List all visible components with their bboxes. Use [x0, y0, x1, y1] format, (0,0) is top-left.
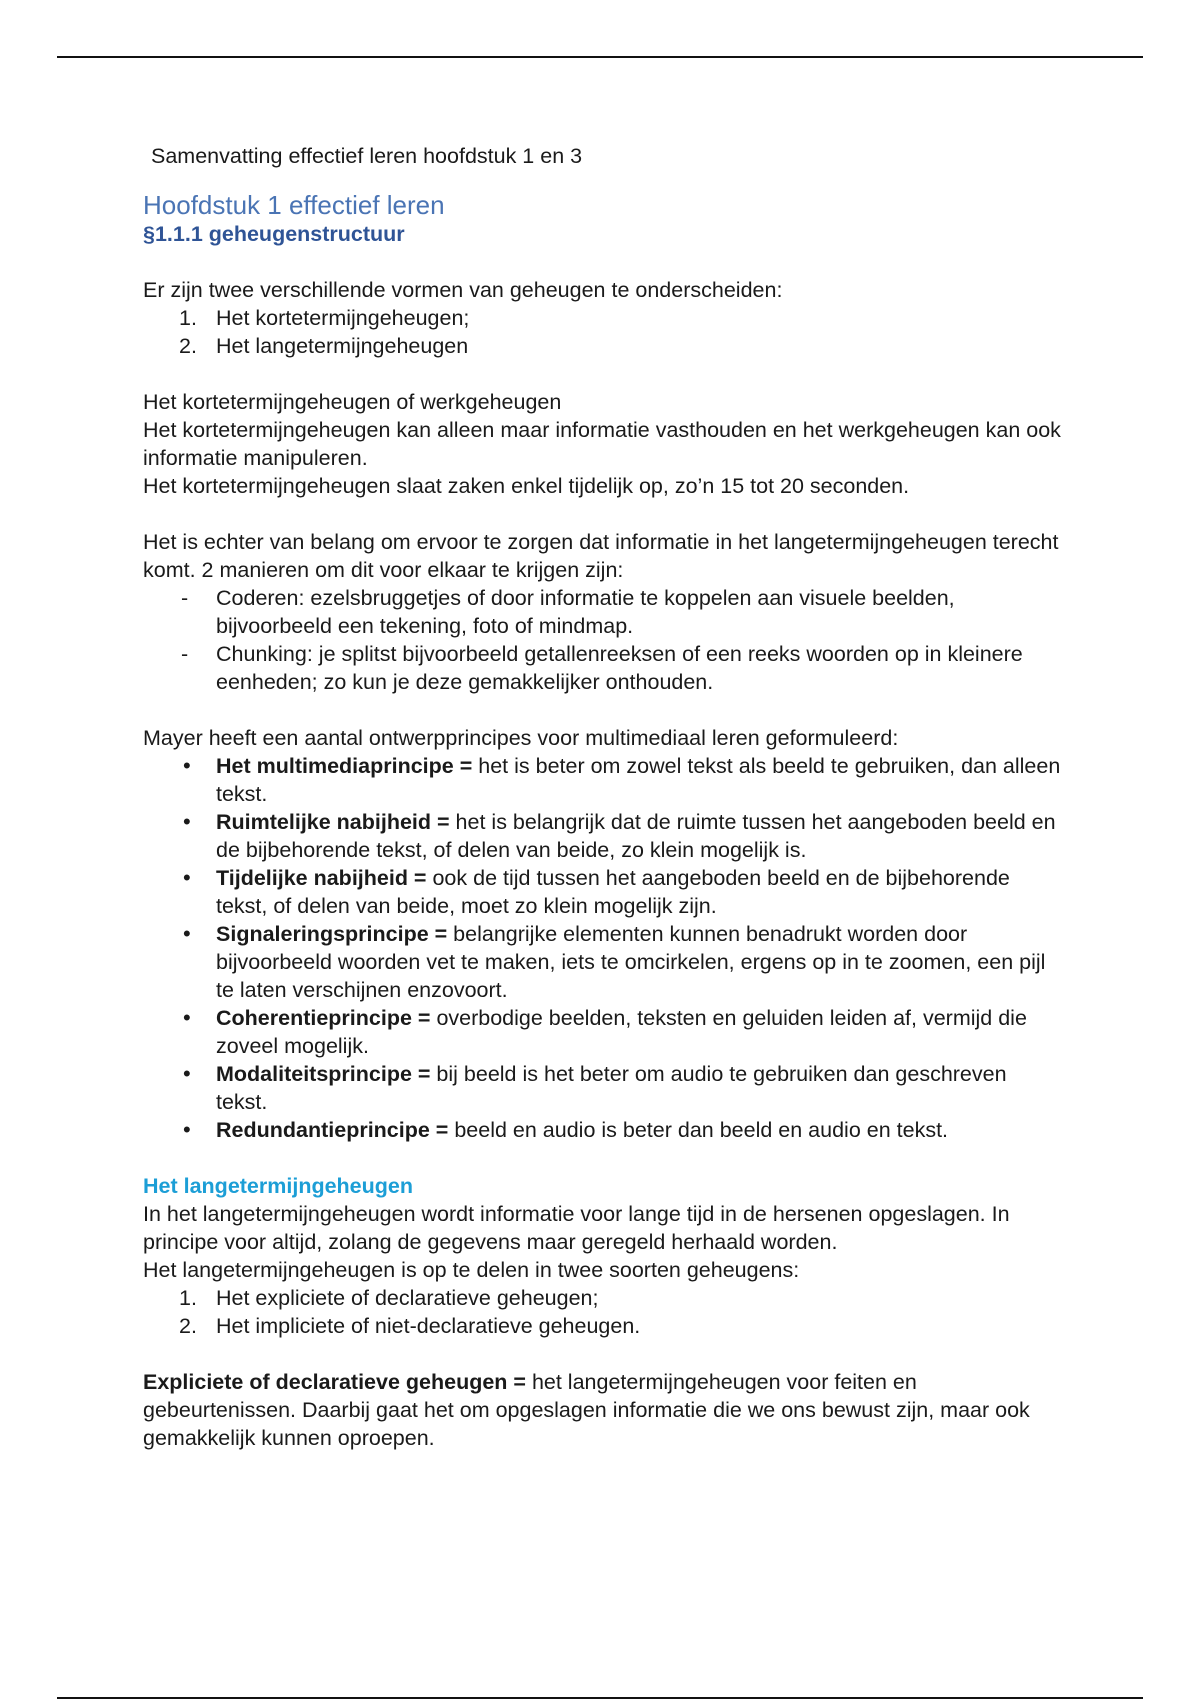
list-number: 1.	[179, 306, 197, 330]
list-item	[143, 1284, 1063, 1312]
long-term-heading: Het langetermijngeheugen	[143, 1174, 413, 1198]
list-item-text: Het expliciete of declaratieve geheugen;	[216, 1286, 599, 1310]
short-term-line: Het kortetermijngeheugen kan alleen maar informatie vasthouden en het werkgeheugen kan ook informatie manipuleren.	[143, 418, 1061, 470]
principle-text: overbodige beelden, teksten en geluiden leiden af, vermijd die zoveel mogelijk.	[216, 1006, 1027, 1058]
principle-term: Ruimtelijke nabijheid =	[216, 810, 450, 834]
long-term-text: In het langetermijngeheugen wordt informatie voor lange tijd in de hersenen opgeslagen. In principe voor altijd, zolang de gegevens maar geregeld herhaald worden.	[143, 1202, 1010, 1254]
list-number: 2.	[179, 1314, 197, 1338]
list-item	[143, 752, 1063, 808]
list-item	[143, 1060, 1063, 1116]
bullet-marker: •	[183, 1005, 191, 1030]
document-title: Samenvatting effectief leren hoofdstuk 1 en 3	[151, 144, 583, 168]
list-item	[143, 304, 1063, 332]
bullet-marker: •	[183, 1117, 191, 1142]
principle-term: Tijdelijke nabijheid =	[216, 866, 427, 890]
page-content	[143, 142, 1063, 1452]
principle-term: Het multimediaprincipe =	[216, 754, 473, 778]
dash-marker: -	[181, 586, 189, 610]
chapter-heading: Hoofdstuk 1 effectief leren	[143, 190, 445, 220]
principle-text: het is beter om zowel tekst als beeld te gebruiken, dan alleen tekst.	[216, 754, 1061, 806]
principle-text: belangrijke elementen kunnen benadrukt worden door bijvoorbeeld woorden vet te maken, iets te omcirkelen, ergens op in te zoomen, een pijl te laten verschijnen enzovoort.	[216, 922, 1046, 1002]
list-item	[143, 1312, 1063, 1340]
list-item	[143, 584, 1063, 640]
bullet-marker: •	[183, 753, 191, 778]
list-number: 2.	[179, 334, 197, 358]
memory-types-list	[143, 304, 1063, 360]
long-term-types-list	[143, 1284, 1063, 1340]
principle-term: Redundantieprincipe =	[216, 1118, 449, 1142]
section-heading: §1.1.1 geheugenstructuur	[143, 222, 405, 246]
bullet-marker: •	[183, 921, 191, 946]
list-number: 1.	[179, 1286, 197, 1310]
bottom-rule	[57, 1697, 1143, 1699]
bullet-marker: •	[183, 809, 191, 834]
explicit-memory-definition	[143, 1368, 1063, 1452]
list-item-text: Het impliciete of niet-declaratieve geheugen.	[216, 1314, 641, 1338]
top-rule	[57, 56, 1143, 58]
principle-term: Modaliteitsprincipe =	[216, 1062, 431, 1086]
principle-text: het is belangrijk dat de ruimte tussen het aangeboden beeld en de bijbehorende tekst, of delen van beide, zo klein mogelijk is.	[216, 810, 1056, 862]
short-term-heading-line: Het kortetermijngeheugen of werkgeheugen	[143, 390, 562, 414]
explicit-memory-term: Expliciete of declaratieve geheugen =	[143, 1370, 526, 1394]
list-item-text: Het kortetermijngeheugen;	[216, 306, 470, 330]
encoding-list	[143, 584, 1063, 696]
principle-text: ook de tijd tussen het aangeboden beeld en de bijbehorende tekst, of delen van beide, moet zo klein mogelijk zijn.	[216, 866, 1010, 918]
encoding-text: Het is echter van belang om ervoor te zorgen dat informatie in het langetermijngeheugen terecht komt. 2 manieren om dit voor elkaar te krijgen zijn:	[143, 530, 1059, 582]
intro-text: Er zijn twee verschillende vormen van geheugen te onderscheiden:	[143, 278, 783, 302]
list-item	[143, 640, 1063, 696]
list-item-text: Het langetermijngeheugen	[216, 334, 469, 358]
principle-term: Signaleringsprincipe =	[216, 922, 448, 946]
long-term-division-text: Het langetermijngeheugen is op te delen in twee soorten geheugens:	[143, 1258, 800, 1282]
list-item	[143, 920, 1063, 1004]
list-item	[143, 808, 1063, 864]
explicit-memory-text: het langetermijngeheugen voor feiten en gebeurtenissen. Daarbij gaat het om opgeslagen informatie die we ons bewust zijn, maar ook gemakkelijk kunnen oproepen.	[143, 1370, 1030, 1450]
bullet-marker: •	[183, 865, 191, 890]
short-term-line: Het kortetermijngeheugen slaat zaken enkel tijdelijk op, zo’n 15 tot 20 seconden.	[143, 474, 910, 498]
principle-text: beeld en audio is beter dan beeld en audio en tekst.	[448, 1118, 949, 1142]
mayer-principles-list	[143, 752, 1063, 1144]
list-item	[143, 864, 1063, 920]
principle-text: bij beeld is het beter om audio te gebruiken dan geschreven tekst.	[216, 1062, 1007, 1114]
principle-term: Coherentieprincipe =	[216, 1006, 431, 1030]
mayer-intro: Mayer heeft een aantal ontwerpprincipes voor multimediaal leren geformuleerd:	[143, 726, 899, 750]
list-item	[143, 1116, 1063, 1144]
list-item-text: Coderen: ezelsbruggetjes of door informatie te koppelen aan visuele beelden, bijvoorbeeld een tekening, foto of mindmap.	[216, 586, 955, 638]
list-item	[143, 332, 1063, 360]
list-item-text: Chunking: je splitst bijvoorbeeld getallenreeksen of een reeks woorden op in kleinere eenheden; zo kun je deze gemakkelijker onthouden.	[216, 642, 1023, 694]
bullet-marker: •	[183, 1061, 191, 1086]
list-item	[143, 1004, 1063, 1060]
dash-marker: -	[181, 642, 189, 666]
